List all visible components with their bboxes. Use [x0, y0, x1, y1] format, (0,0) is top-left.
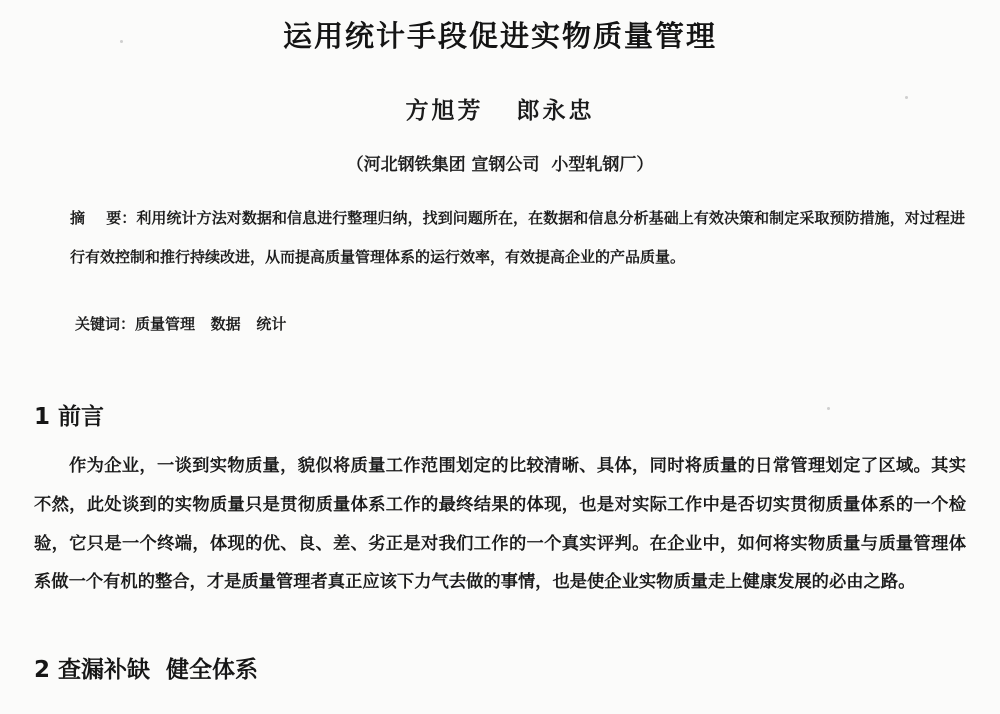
section-heading-intro: 1 前言 — [34, 404, 105, 430]
keywords-line: 关键词：质量管理 数据 统计 — [75, 315, 287, 333]
abstract-label: 摘 要： — [70, 209, 137, 227]
section-heading-gaps: 2 查漏补缺 健全体系 — [34, 657, 259, 683]
paper-title: 运用统计手段促进实物质量管理 — [282, 19, 717, 53]
paper-affiliation: （河北钢铁集团 宣钢公司 小型轧钢厂） — [346, 155, 654, 175]
abstract-block — [70, 199, 965, 276]
scan-speck — [120, 40, 123, 43]
scan-speck — [827, 407, 830, 410]
paper-authors: 方旭芳 郎永忠 — [405, 97, 595, 124]
body-paragraph: 作为企业，一谈到实物质量，貌似将质量工作范围划定的比较清晰、具体，同时将质量的日常管理划定了区域。其实不然，此处谈到的实物质量只是贯彻质量体系工作的最终结果的体现，也是对实际工作中是否切实贯彻质量体系的一个检验，它只是一个终端，体现的优、良、差、劣正是对我们工作的一个真实评判。在企业中，如何将实物质量与质量管理体系做一个有机的整合，才是质量管理者真正应该下力气去做的事情，也是使企业实物质量走上健康发展的必由之路。 — [34, 456, 966, 593]
cropped-text-line — [34, 705, 966, 714]
scan-speck — [905, 96, 908, 99]
abstract-text: 利用统计方法对数据和信息进行整理归纳，找到问题所在，在数据和信息分析基础上有效决策和制定采取预防措施，对过程进行有效控制和推行持续改进，从而提高质量管理体系的运行效率，有效提高企业的产品质量。 — [70, 209, 965, 266]
